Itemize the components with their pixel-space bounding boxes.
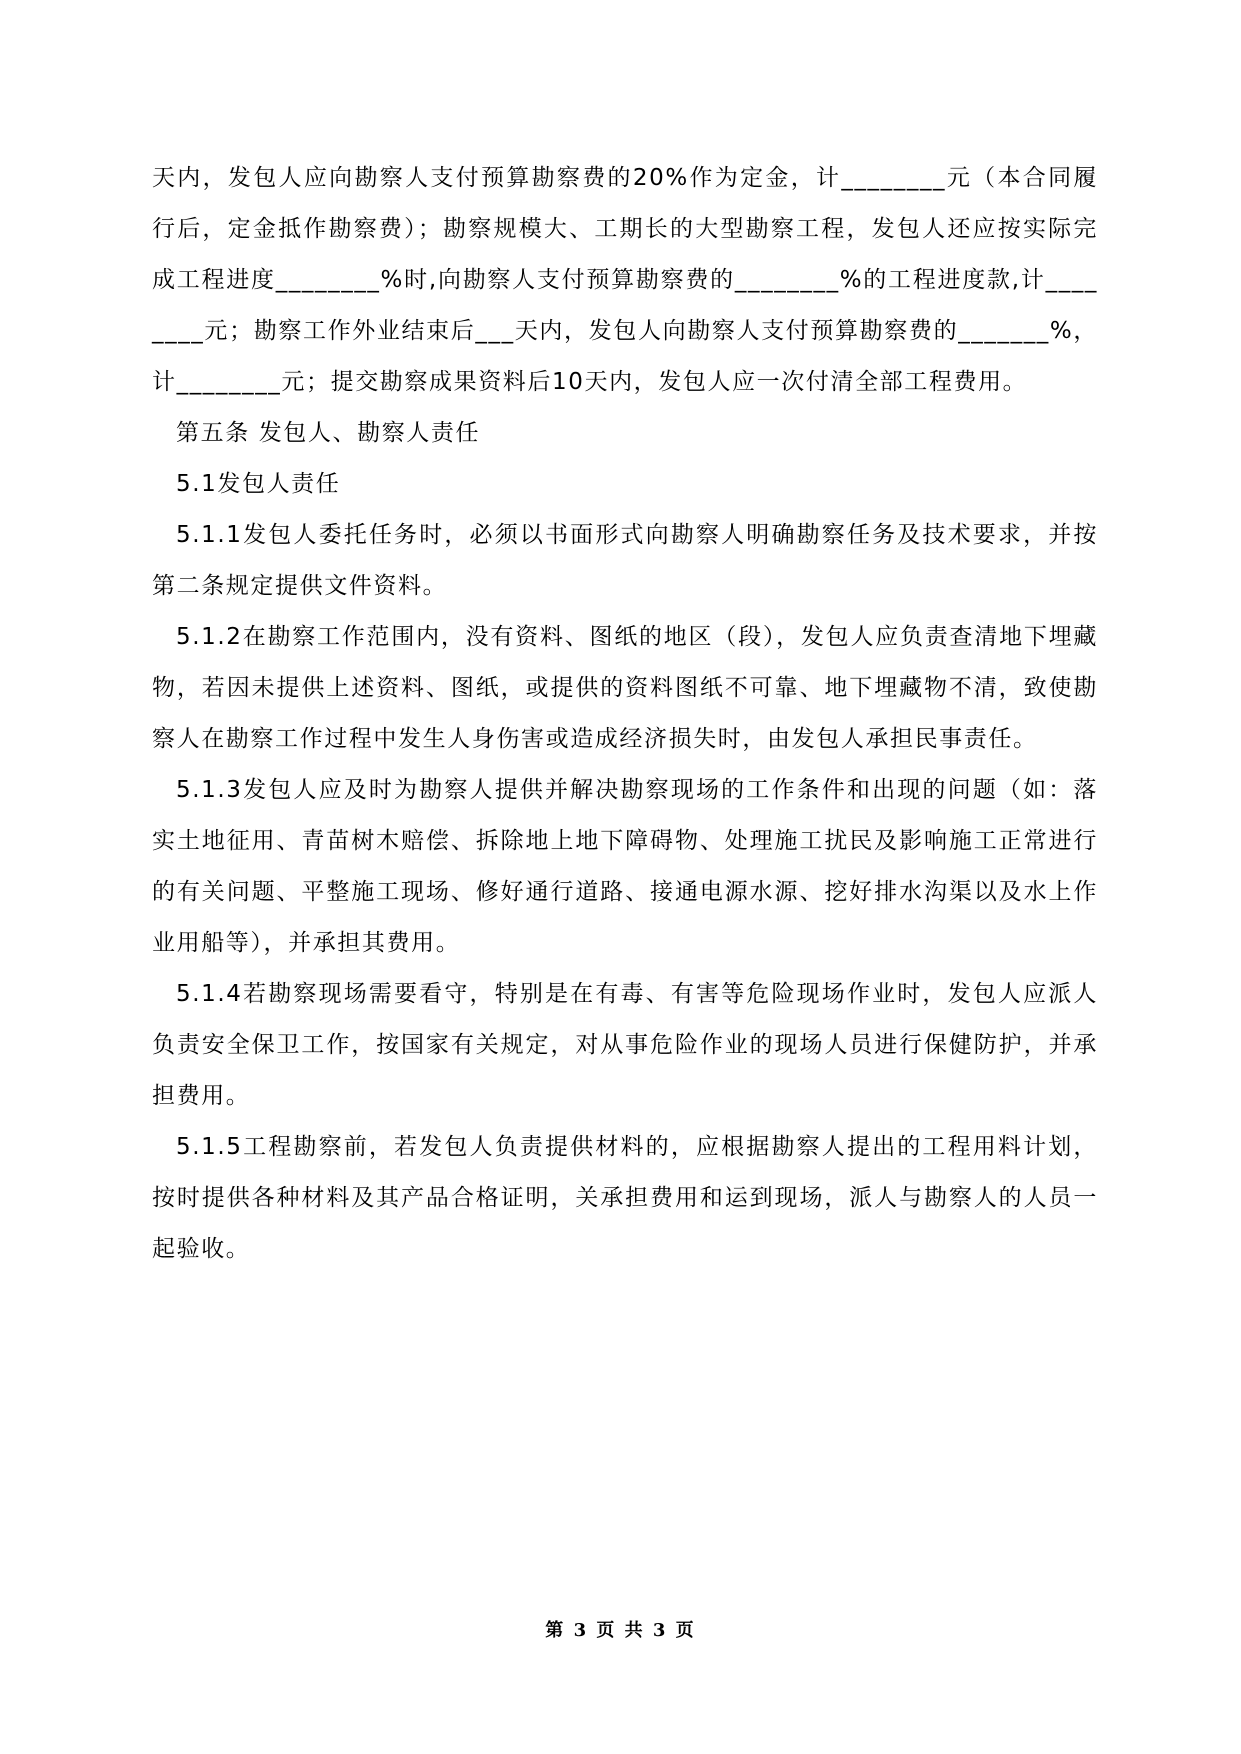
paragraph-payment-terms: 天内，发包人应向勘察人支付预算勘察费的20%作为定金，计________元（本合同履行后，定金抵作勘察费）；勘察规模大、工期长的大型勘察工程，发包人还应按实际完成工程进度________%时,向勘察人支付预算勘察费的________%的工程进度款,计________元；勘察工作外业结束后___天内，发包人向勘察人支付预算勘察费的_______%，计________元；提交勘察成果资料后10天内，发包人应一次付清全部工程费用。: [152, 165, 1098, 395]
clause-5-1-3: 5.1.3发包人应及时为勘察人提供并解决勘察现场的工作条件和出现的问题（如：落实土地征用、青苗树木赔偿、拆除地上地下障碍物、处理施工扰民及影响施工正常进行的有关问题、平整施工现场、修好通行道路、接通电源水源、挖好排水沟渠以及水上作业用船等），并承担其费用。: [152, 777, 1098, 956]
subsection-heading-5-1: 5.1发包人责任: [176, 471, 341, 497]
page-footer: 第 3 页 共 3 页: [545, 1620, 696, 1641]
section-heading-article-5: 第五条 发包人、勘察人责任: [176, 420, 481, 446]
document-body: [152, 153, 1098, 1275]
clause-5-1-2: 5.1.2在勘察工作范围内，没有资料、图纸的地区（段），发包人应负责查清地下埋藏物，若因未提供上述资料、图纸，或提供的资料图纸不可靠、地下埋藏物不清，致使勘察人在勘察工作过程中发生人身伤害或造成经济损失时，由发包人承担民事责任。: [152, 624, 1098, 752]
clause-5-1-1: 5.1.1发包人委托任务时，必须以书面形式向勘察人明确勘察任务及技术要求，并按第二条规定提供文件资料。: [152, 522, 1098, 599]
clause-5-1-4: 5.1.4若勘察现场需要看守，特别是在有毒、有害等危险现场作业时，发包人应派人负责安全保卫工作，按国家有关规定，对从事危险作业的现场人员进行保健防护，并承担费用。: [152, 981, 1098, 1109]
clause-5-1-5: 5.1.5工程勘察前，若发包人负责提供材料的，应根据勘察人提出的工程用料计划，按时提供各种材料及其产品合格证明，关承担费用和运到现场，派人与勘察人的人员一起验收。: [152, 1134, 1098, 1262]
